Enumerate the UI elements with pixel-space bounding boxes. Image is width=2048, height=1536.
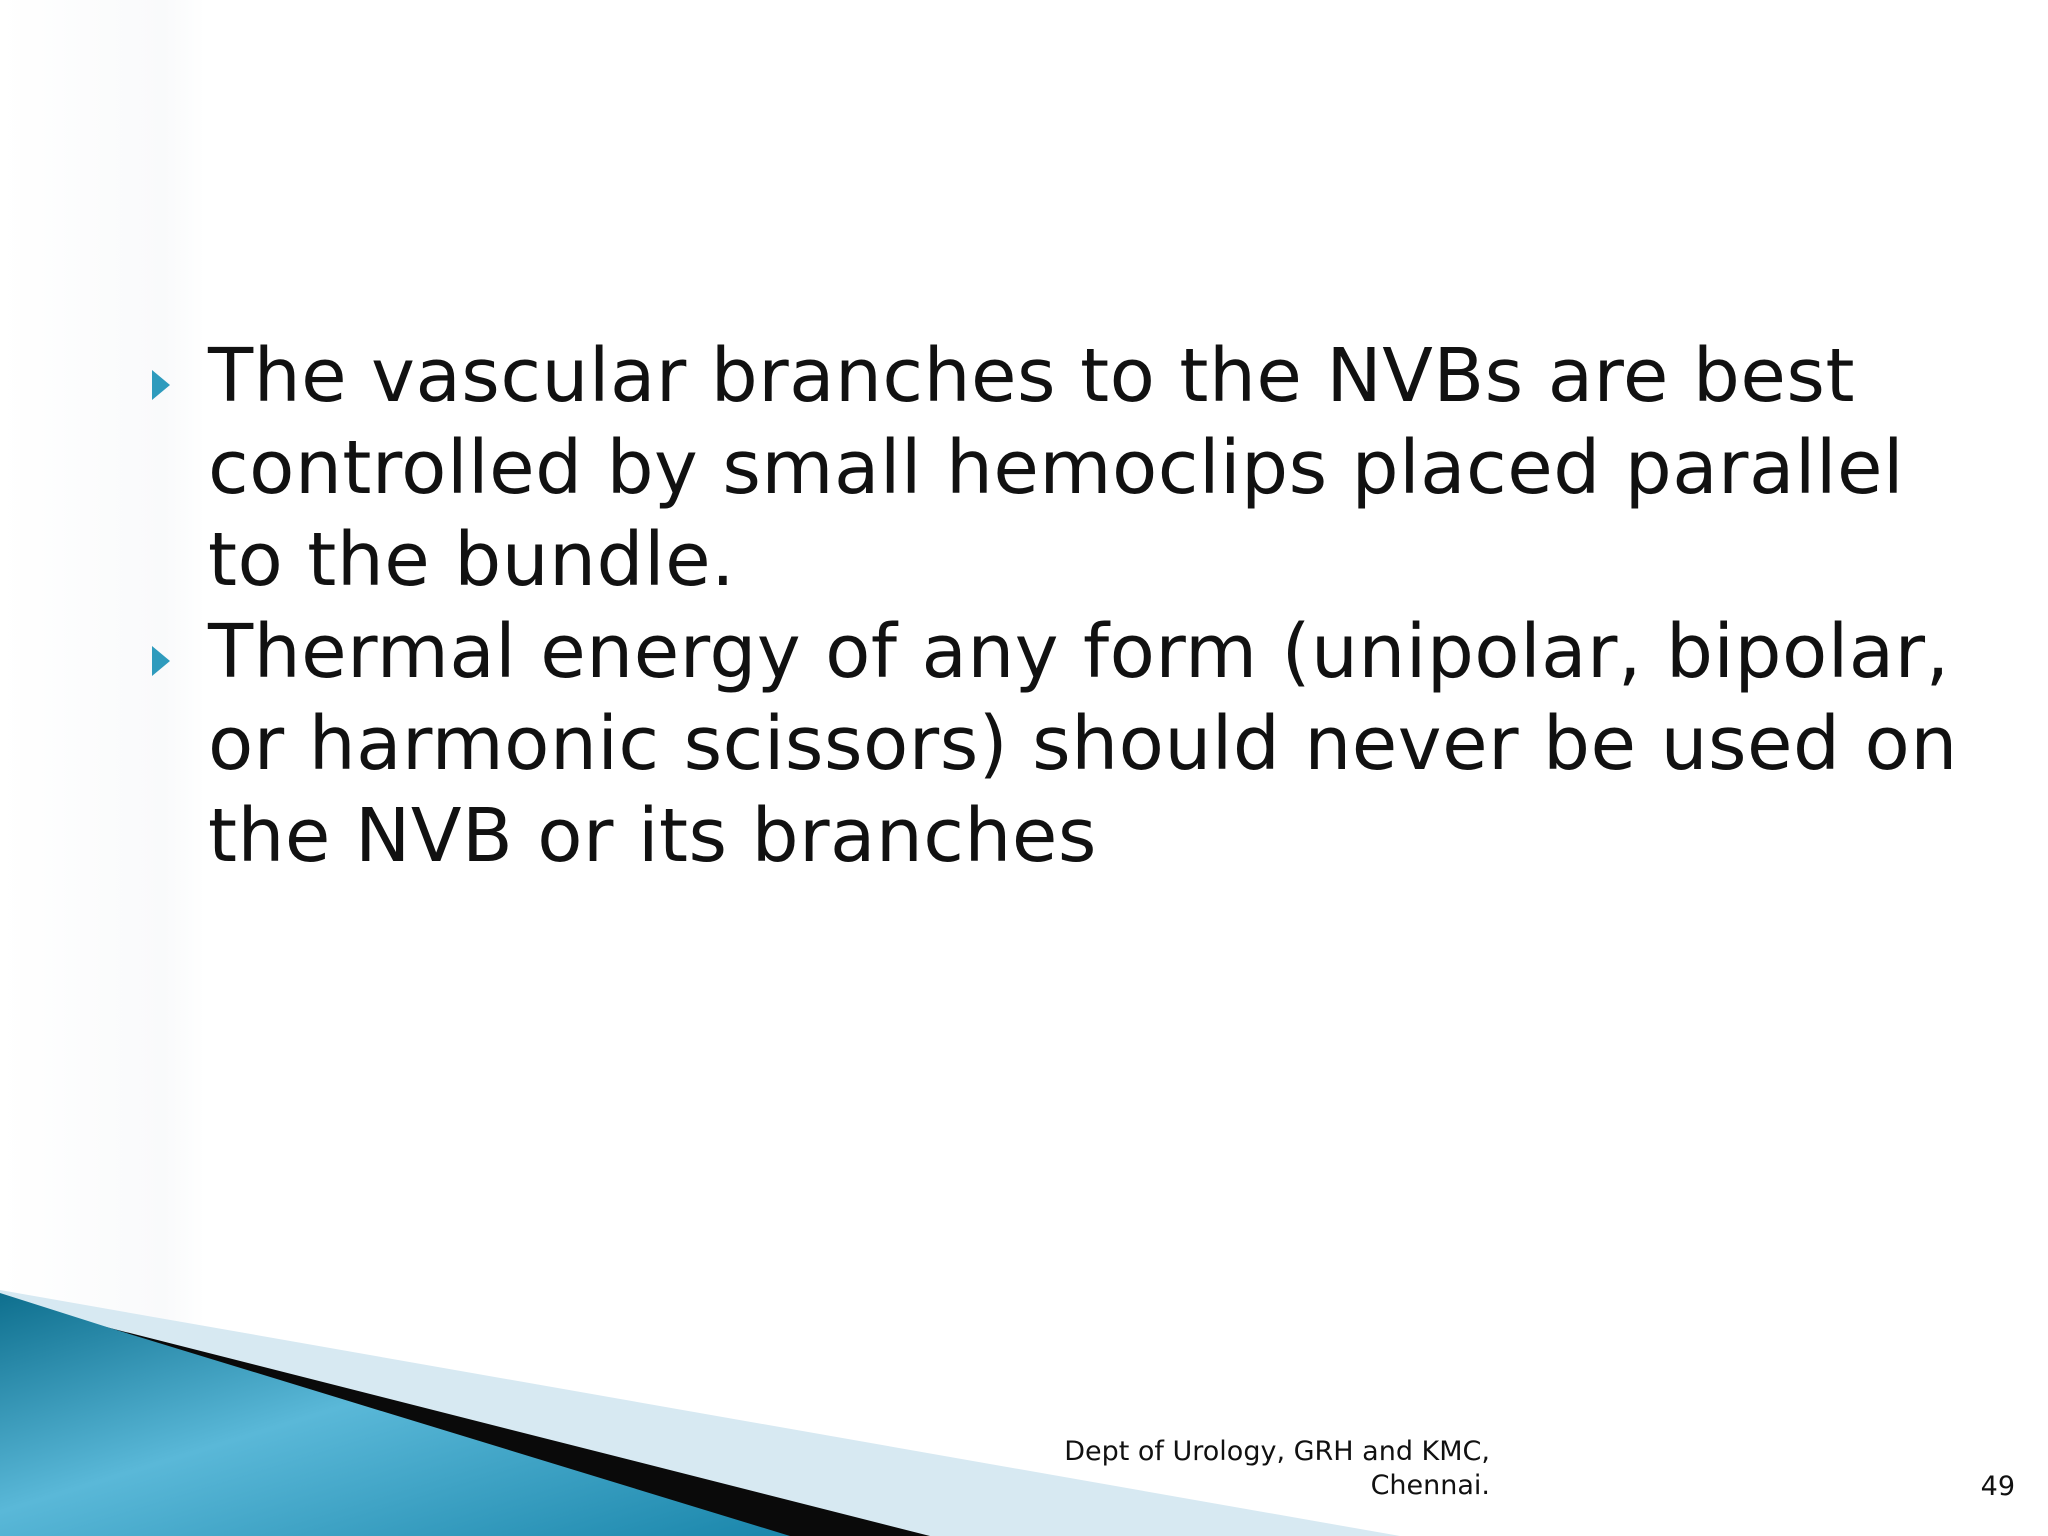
footer-text bbox=[1010, 1435, 1490, 1503]
footer-line-1: Dept of Urology, GRH and KMC, bbox=[1064, 1436, 1490, 1467]
footer-line-2: Chennai. bbox=[1370, 1470, 1490, 1501]
bullet-text-1: The vascular branches to the NVBs are best controlled by small hemoclips placed parallel to the bundle. bbox=[208, 333, 1905, 603]
bullet-text-2: Thermal energy of any form (unipolar, bipolar, or harmonic scissors) should never be used on the NVB or its branches bbox=[208, 609, 1958, 879]
page-number: 49 bbox=[1980, 1471, 2015, 1502]
